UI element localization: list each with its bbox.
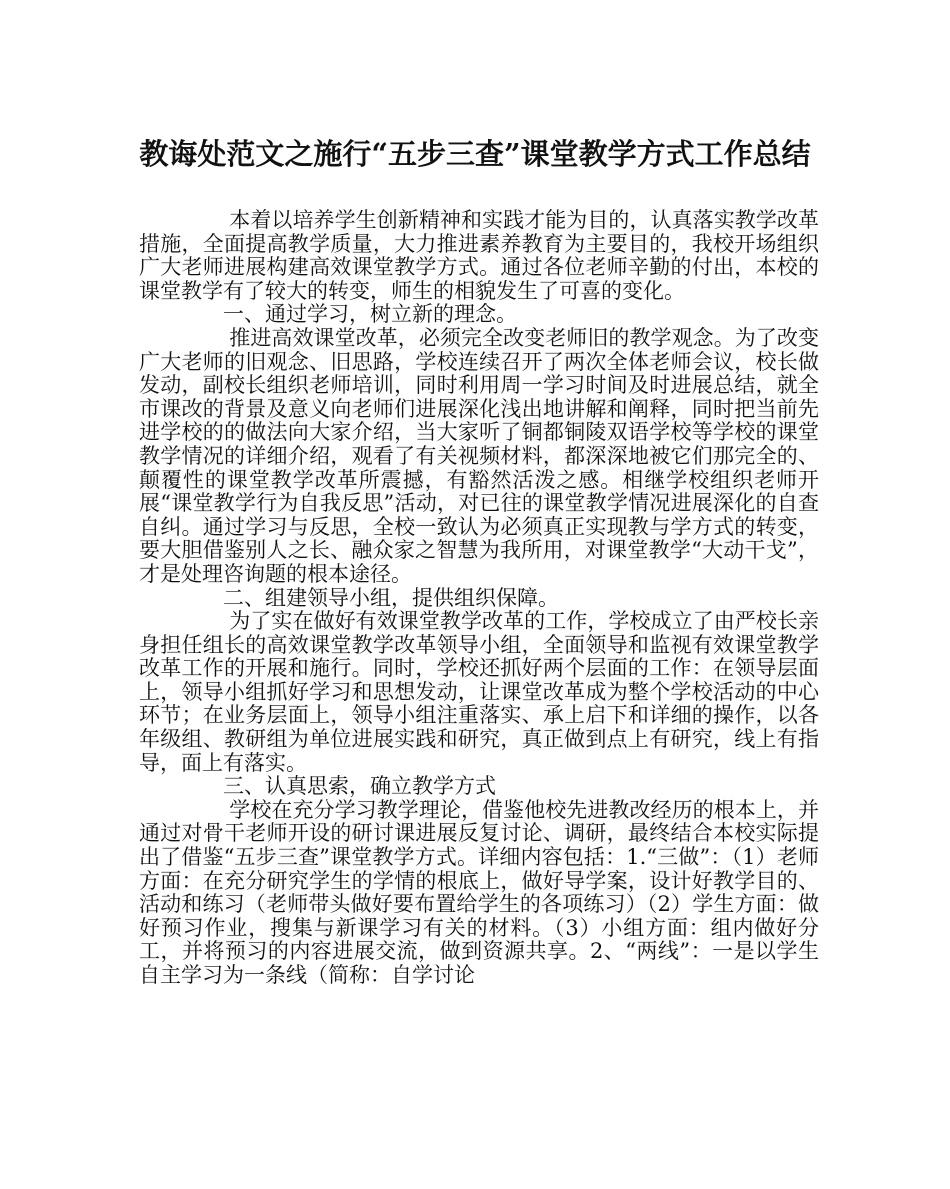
paragraph-section-3: 学校在充分学习教学理论，借鉴他校先进教改经历的根本上，并通过对骨干老师开设的研讨课进展反复讨论、调研，最终结合本校实际提出了借鉴“五步三查”课堂教学方式。详细内容包括：1.“三做”：（1）老师方面：在充分研究学生的学情的根底上，做好导学案，设计好教学目的、活动和练习（老师带头做好要布置给学生的各项练习）（2）学生方面：做好预习作业，搜集与新课学习有关的材料。（3）小组方面：组内做好分工，并将预习的内容进展交流，做到资源共享。2、“两线”：一是以学生自主学习为一条线（简称：自学讨论 <box>139 797 819 987</box>
section-heading-1: 一、通过学习，树立新的理念。 <box>223 302 517 327</box>
paragraph-intro: 本着以培养学生创新精神和实践才能为目的，认真落实教学改革措施，全面提高教学质量，大力推进素养教育为主要目的，我校开场组织广大老师进展构建高效课堂教学方式。通过各位老师辛勤的付出，本校的课堂教学有了较大的转变，师生的相貌发生了可喜的变化。 <box>139 208 819 303</box>
section-heading-2: 二、组建领导小组，提供组织保障。 <box>223 585 559 610</box>
section-heading-3: 三、认真思索，确立教学方式 <box>223 774 496 799</box>
paragraph-section-1: 推进高效课堂改革，必须完全改变老师旧的教学观念。为了改变广大老师的旧观念、旧思路，学校连续召开了两次全体老师会议，校长做发动，副校长组织老师培训，同时利用周一学习时间及时进展总结，就全市课改的背景及意义向老师们进展深化浅出地讲解和阐释，同时把当前先进学校的的做法向大家介绍，当大家听了铜都铜陵双语学校等学校的课堂教学情况的详细介绍，观看了有关视频材料，都深深地被它们那完全的、颠覆性的课堂教学改革所震撼，有豁然活泼之感。相继学校组织老师开展“课堂教学行为自我反思”活动，对已往的课堂教学情况进展深化的自查自纠。通过学习与反思，全校一致认为必须真正实现教与学方式的转变，要大胆借鉴别人之长、融众家之智慧为我所用，对课堂教学“大动干戈”，才是处理咨询题的根本途径。 <box>139 325 819 586</box>
document-body <box>139 209 819 988</box>
paragraph-section-2: 为了实在做好有效课堂教学改革的工作，学校成立了由严校长亲身担任组长的高效课堂教学改革领导小组，全面领导和监视有效课堂教学改革工作的开展和施行。同时，学校还抓好两个层面的工作：在领导层面上，领导小组抓好学习和思想发动，让课堂改革成为整个学校活动的中心环节；在业务层面上，领导小组注重落实、承上启下和详细的操作，以各年级组、教研组为单位进展实践和研究，真正做到点上有研究，线上有指导，面上有落实。 <box>139 609 819 775</box>
document-title: 教诲处范文之施行“五步三查”课堂教学方式工作总结 <box>139 137 811 171</box>
